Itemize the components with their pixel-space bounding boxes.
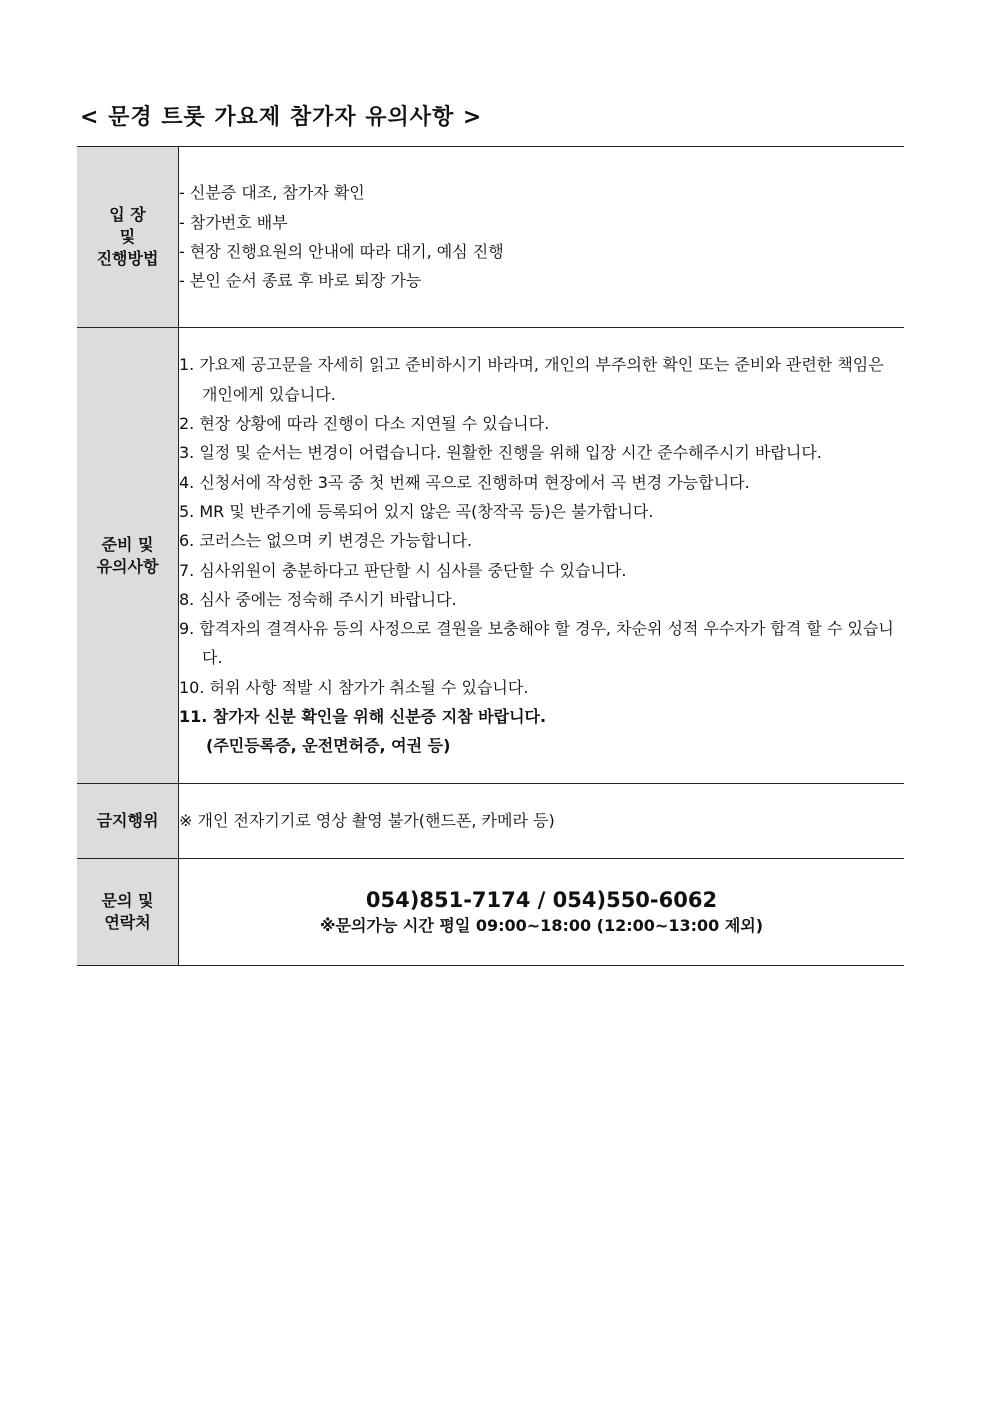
contact-phone: 054)851-7174 / 054)550-6062 [365, 888, 718, 912]
contact-row [77, 859, 904, 966]
entry-label-line-2: 및 [119, 227, 136, 246]
entry-label [77, 147, 179, 328]
notes-item: 1. 가요제 공고문을 자세히 읽고 준비하시기 바라며, 개인의 부주의한 확인 또는 준비와 관련한 책임은 개인에게 있습니다. [179, 355, 884, 404]
entry-item: - 본인 순서 종료 후 바로 퇴장 가능 [179, 271, 422, 291]
notes-item: 6. 코러스는 없으며 키 변경은 가능합니다. [179, 531, 473, 551]
entry-label-line-1: 입 장 [109, 205, 146, 224]
entry-label-line-3: 진행방법 [96, 249, 159, 268]
entry-row [77, 147, 904, 328]
page-title: < 문경 트롯 가요제 참가자 유의사항 > [80, 105, 483, 130]
notes-label-line-2: 유의사항 [96, 556, 159, 576]
entry-item: - 현장 진행요원의 안내에 따라 대기, 예심 진행 [179, 242, 504, 261]
notes-item: 5. MR 및 반주기에 등록되어 있지 않은 곡(창작곡 등)은 불가합니다. [179, 501, 654, 521]
notes-label-line-1: 준비 및 [101, 534, 154, 554]
notes-row [77, 328, 904, 784]
notes-bold-item: 11. 참가자 신분 확인을 위해 신분증 지참 바랍니다. [179, 706, 547, 726]
prohibited-content: ※ 개인 전자기기로 영상 촬영 불가(핸드폰, 카메라 등) [179, 784, 905, 859]
notes-item: 9. 합격자의 결격사유 등의 사정으로 결원을 보충해야 할 경우, 차순위 성적 우수자가 합격 할 수 있습니다. [179, 619, 894, 668]
entry-item: - 신분증 대조, 참가자 확인 [179, 183, 365, 203]
entry-item: - 참가번호 배부 [179, 212, 288, 232]
notes-item: 2. 현장 상황에 따라 진행이 다소 지연될 수 있습니다. [179, 414, 550, 434]
notes-item: 7. 심사위원이 충분하다고 판단할 시 심사를 중단할 수 있습니다. [179, 560, 627, 580]
notes-item: 3. 일정 및 순서는 변경이 어렵습니다. 원활한 진행을 위해 입장 시간 준수해주시기 바랍니다. [179, 443, 822, 463]
entry-content [179, 147, 905, 328]
contact-label-line-1: 문의 및 [101, 891, 154, 910]
notes-bold-item-sub: (주민등록증, 운전면허증, 여권 등) [206, 736, 451, 756]
prohibited-row [77, 784, 904, 859]
notes-content [179, 328, 905, 784]
notes-item: 4. 신청서에 작성한 3곡 중 첫 번째 곡으로 진행하며 현장에서 곡 변경 가능합니다. [179, 472, 750, 492]
notes-item: 10. 허위 사항 적발 시 참가가 취소될 수 있습니다. [179, 677, 529, 697]
contact-hours: ※문의가능 시간 평일 09:00~18:00 (12:00~13:00 제외) [319, 916, 764, 935]
prohibited-label: 금지행위 [77, 784, 179, 859]
contact-content [179, 859, 905, 966]
notes-item: 8. 심사 중에는 정숙해 주시기 바랍니다. [179, 589, 457, 609]
notice-table [77, 146, 904, 966]
contact-label-line-2: 연락처 [104, 913, 151, 932]
notes-label [77, 328, 179, 784]
contact-label [77, 859, 179, 966]
